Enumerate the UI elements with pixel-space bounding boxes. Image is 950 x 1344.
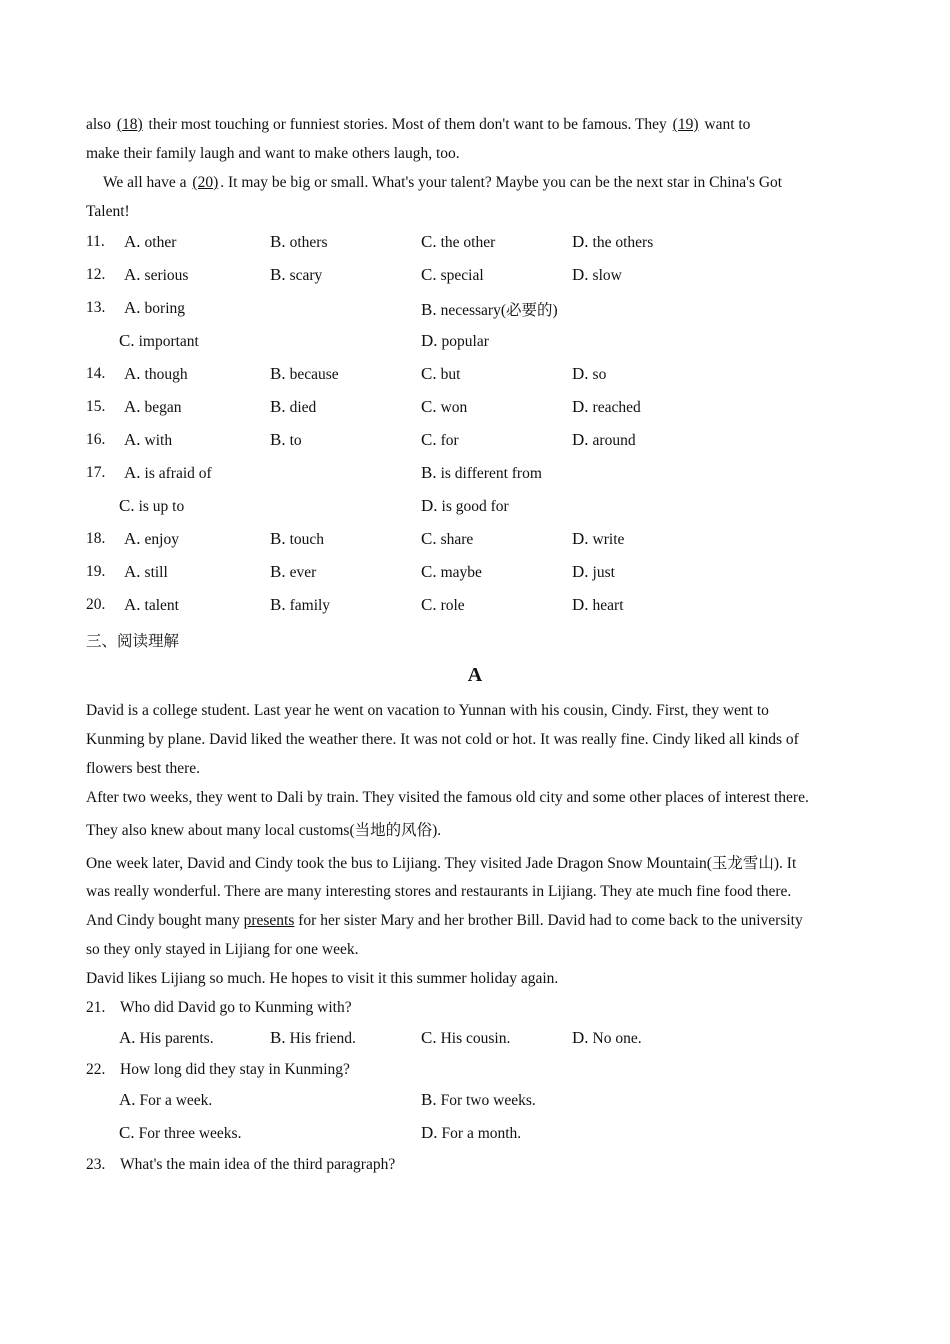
- option-letter: A.: [124, 595, 141, 614]
- option-letter: D.: [572, 397, 589, 416]
- option-letter: A.: [124, 430, 141, 449]
- option-text: others: [289, 234, 328, 251]
- option-letter: D.: [421, 1123, 438, 1142]
- option-letter: A.: [124, 397, 141, 416]
- option-c[interactable]: [421, 265, 484, 285]
- option-text: important: [138, 333, 199, 350]
- option-letter: A.: [124, 562, 141, 581]
- option-text: still: [144, 564, 168, 581]
- option-d[interactable]: [572, 364, 606, 384]
- question-number: 16.: [86, 431, 106, 448]
- option-letter: D.: [572, 265, 589, 284]
- option-text: for: [440, 432, 459, 449]
- option-d[interactable]: [572, 529, 624, 549]
- blank-20: (20): [192, 174, 219, 191]
- passage-line: was really wonderful. There are many interesting stores and restaurants in Lijiang. They ate much fine food there.: [86, 883, 792, 900]
- passage-title: A: [467, 664, 483, 686]
- text: also: [86, 116, 111, 133]
- option-d[interactable]: [421, 331, 489, 351]
- option-b[interactable]: [421, 1090, 536, 1110]
- option-text: touch: [289, 531, 325, 548]
- option-letter: D.: [572, 1028, 589, 1047]
- option-b[interactable]: [270, 397, 316, 417]
- option-b[interactable]: [270, 1028, 356, 1048]
- option-d[interactable]: [572, 562, 615, 582]
- option-text: so: [592, 366, 607, 383]
- option-letter: B.: [270, 232, 286, 251]
- question-number: 15.: [86, 398, 106, 415]
- option-letter: C.: [421, 529, 437, 548]
- option-letter: C.: [421, 265, 437, 284]
- option-c[interactable]: [119, 331, 199, 351]
- passage-line: [86, 912, 803, 930]
- option-text: No one.: [592, 1030, 642, 1047]
- option-b[interactable]: [270, 430, 302, 450]
- question-number: 22.: [86, 1061, 106, 1078]
- option-a[interactable]: [124, 562, 168, 582]
- option-letter: D.: [421, 496, 438, 515]
- option-text: enjoy: [144, 531, 179, 548]
- option-c[interactable]: [421, 1028, 510, 1048]
- option-b[interactable]: [421, 463, 542, 483]
- text: And Cindy bought many: [86, 912, 240, 929]
- option-a[interactable]: [124, 595, 179, 615]
- option-text: For a month.: [441, 1125, 522, 1142]
- option-text: is up to: [138, 498, 185, 515]
- text: We all have a: [103, 174, 187, 191]
- option-text: just: [592, 564, 615, 581]
- option-letter: D.: [572, 364, 589, 383]
- option-c[interactable]: [119, 496, 184, 516]
- option-a[interactable]: [124, 463, 212, 483]
- blank-18: (18): [116, 116, 143, 133]
- option-letter: A.: [124, 232, 141, 251]
- question-text: How long did they stay in Kunming?: [120, 1061, 350, 1078]
- question-number: 13.: [86, 299, 106, 316]
- option-c[interactable]: [421, 562, 482, 582]
- option-text: For two weeks.: [440, 1092, 536, 1109]
- option-d[interactable]: [421, 496, 509, 516]
- option-b[interactable]: [270, 232, 327, 252]
- option-c[interactable]: [421, 364, 460, 384]
- option-letter: C.: [421, 595, 437, 614]
- option-letter: B.: [270, 397, 286, 416]
- option-text: around: [592, 432, 636, 449]
- option-b[interactable]: [270, 265, 322, 285]
- option-text: serious: [144, 267, 189, 284]
- option-letter: B.: [421, 1090, 437, 1109]
- option-b[interactable]: [270, 562, 316, 582]
- option-d[interactable]: [572, 595, 624, 615]
- option-a[interactable]: [124, 397, 182, 417]
- option-text: is afraid of: [144, 465, 212, 482]
- option-text: won: [440, 399, 468, 416]
- passage-line: They also knew about many local customs(当地的风俗).: [86, 822, 442, 839]
- option-text: the other: [440, 234, 496, 251]
- option-b[interactable]: [270, 364, 339, 384]
- option-letter: A.: [119, 1028, 136, 1047]
- question-number: 18.: [86, 530, 106, 547]
- option-text: share: [440, 531, 474, 548]
- option-letter: D.: [572, 529, 589, 548]
- option-text: For a week.: [139, 1092, 213, 1109]
- option-text: talent: [144, 597, 179, 614]
- section-heading: 三、阅读理解: [86, 633, 180, 650]
- question-number: 11.: [86, 233, 105, 250]
- passage-line: David likes Lijiang so much. He hopes to visit it this summer holiday again.: [86, 970, 559, 987]
- option-text: necessary(必要的): [440, 302, 558, 319]
- question-number: 17.: [86, 464, 106, 481]
- cloze-line-3: [103, 174, 782, 192]
- option-letter: A.: [119, 1090, 136, 1109]
- underlined-word: presents: [243, 912, 295, 929]
- option-text: because: [289, 366, 339, 383]
- question-number: 23.: [86, 1156, 106, 1173]
- text: want to: [704, 116, 751, 133]
- option-a[interactable]: [124, 364, 188, 384]
- option-d[interactable]: [572, 430, 636, 450]
- option-a[interactable]: [124, 232, 176, 252]
- option-text: ever: [289, 564, 317, 581]
- option-text: began: [144, 399, 182, 416]
- option-text: For three weeks.: [138, 1125, 242, 1142]
- option-c[interactable]: [119, 1123, 241, 1143]
- option-d[interactable]: [421, 1123, 521, 1143]
- option-letter: C.: [421, 430, 437, 449]
- option-text: maybe: [440, 564, 482, 581]
- cloze-line-4: Talent!: [86, 203, 130, 220]
- question-number: 12.: [86, 266, 106, 283]
- option-a[interactable]: [124, 529, 179, 549]
- option-letter: A.: [124, 265, 141, 284]
- option-b[interactable]: [421, 298, 558, 320]
- option-text: though: [144, 366, 188, 383]
- option-letter: C.: [421, 562, 437, 581]
- option-text: popular: [441, 333, 489, 350]
- passage-line: After two weeks, they went to Dali by train. They visited the famous old city and some other places of interest there.: [86, 789, 809, 806]
- option-letter: C.: [421, 364, 437, 383]
- option-b[interactable]: [270, 529, 324, 549]
- option-letter: D.: [572, 232, 589, 251]
- text: for her sister Mary and her brother Bill. David had to come back to the university: [298, 912, 803, 929]
- option-c[interactable]: [421, 397, 467, 417]
- option-letter: B.: [270, 265, 286, 284]
- option-letter: C.: [119, 331, 135, 350]
- option-d[interactable]: [572, 1028, 642, 1048]
- option-letter: B.: [270, 529, 286, 548]
- option-letter: B.: [270, 1028, 286, 1047]
- passage-line: Kunming by plane. David liked the weather there. It was not cold or hot. It was really fine. Cindy liked all kinds of: [86, 731, 799, 748]
- question-number: 21.: [86, 999, 106, 1016]
- option-letter: C.: [421, 1028, 437, 1047]
- option-letter: A.: [124, 463, 141, 482]
- question-text: What's the main idea of the third paragraph?: [120, 1156, 396, 1173]
- option-d[interactable]: [572, 397, 641, 417]
- option-a[interactable]: [124, 265, 188, 285]
- option-letter: A.: [124, 298, 141, 317]
- option-letter: B.: [270, 595, 286, 614]
- option-text: His parents.: [139, 1030, 214, 1047]
- option-letter: C.: [421, 397, 437, 416]
- option-c[interactable]: [421, 595, 465, 615]
- option-letter: B.: [270, 364, 286, 383]
- option-text: is good for: [441, 498, 509, 515]
- passage-line: so they only stayed in Lijiang for one week.: [86, 941, 359, 958]
- option-text: died: [289, 399, 317, 416]
- question-number: 19.: [86, 563, 106, 580]
- text: . It may be big or small. What's your talent? Maybe you can be the next star in China's Got: [220, 174, 783, 191]
- option-text: boring: [144, 300, 185, 317]
- option-letter: D.: [572, 430, 589, 449]
- option-text: write: [592, 531, 625, 548]
- option-a[interactable]: [124, 430, 172, 450]
- option-letter: B.: [421, 463, 437, 482]
- option-letter: B.: [270, 562, 286, 581]
- text: their most touching or funniest stories. Most of them don't want to be famous. They: [148, 116, 667, 133]
- option-letter: A.: [124, 364, 141, 383]
- option-text: scary: [289, 267, 323, 284]
- option-a[interactable]: [124, 298, 185, 318]
- option-text: the others: [592, 234, 654, 251]
- option-letter: B.: [270, 430, 286, 449]
- option-text: His cousin.: [440, 1030, 511, 1047]
- option-letter: C.: [421, 232, 437, 251]
- option-text: slow: [592, 267, 622, 284]
- option-letter: D.: [572, 562, 589, 581]
- passage-line: David is a college student. Last year he went on vacation to Yunnan with his cousin, Cindy. First, they went to: [86, 702, 769, 719]
- blank-19: (19): [672, 116, 699, 133]
- option-letter: D.: [421, 331, 438, 350]
- option-text: to: [289, 432, 302, 449]
- option-c[interactable]: [421, 430, 459, 450]
- option-text: His friend.: [289, 1030, 356, 1047]
- question-number: 20.: [86, 596, 106, 613]
- option-letter: C.: [119, 496, 135, 515]
- option-a[interactable]: [119, 1090, 212, 1110]
- option-c[interactable]: [421, 232, 495, 252]
- question-number: 14.: [86, 365, 106, 382]
- passage-line: flowers best there.: [86, 760, 201, 777]
- option-text: but: [440, 366, 461, 383]
- option-text: is different from: [440, 465, 542, 482]
- option-text: special: [440, 267, 484, 284]
- passage-line: One week later, David and Cindy took the bus to Lijiang. They visited Jade Dragon Snow Mountain(玉龙雪山). It: [86, 855, 797, 872]
- option-d[interactable]: [572, 265, 622, 285]
- cloze-line-1: [86, 116, 750, 134]
- option-text: family: [289, 597, 331, 614]
- option-letter: D.: [572, 595, 589, 614]
- question-text: Who did David go to Kunming with?: [120, 999, 352, 1016]
- option-text: with: [144, 432, 173, 449]
- option-letter: C.: [119, 1123, 135, 1142]
- option-letter: B.: [421, 300, 437, 319]
- option-text: other: [144, 234, 177, 251]
- option-text: reached: [592, 399, 641, 416]
- option-d[interactable]: [572, 232, 653, 252]
- option-c[interactable]: [421, 529, 473, 549]
- option-text: heart: [592, 597, 624, 614]
- cloze-line-2: make their family laugh and want to make others laugh, too.: [86, 145, 460, 162]
- option-a[interactable]: [119, 1028, 214, 1048]
- option-b[interactable]: [270, 595, 330, 615]
- option-text: role: [440, 597, 465, 614]
- option-letter: A.: [124, 529, 141, 548]
